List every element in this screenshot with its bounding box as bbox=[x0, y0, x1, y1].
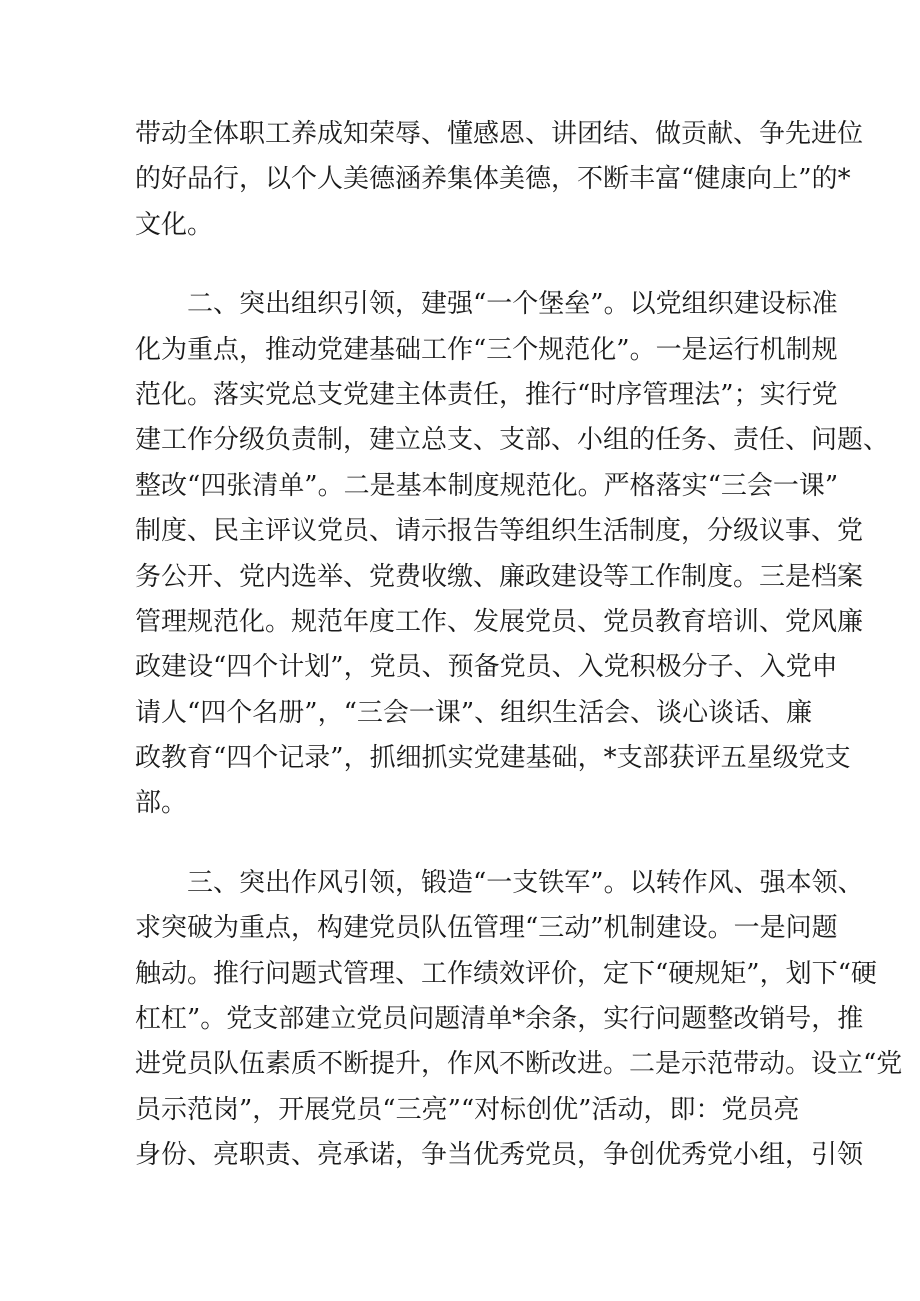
document-body bbox=[135, 112, 903, 1179]
text-line: 化为重点，推动党建基础工作“三个规范化”。一是运行机制规 bbox=[135, 334, 838, 365]
text-line: 带动全体职工养成知荣辱、懂感恩、讲团结、做贡献、争先进位 bbox=[135, 119, 864, 149]
text-line: 建工作分级负责制，建立总支、支部、小组的任务、责任、问题、 bbox=[135, 425, 890, 456]
paragraph-2 bbox=[135, 282, 890, 827]
text-line: 二、突出组织引领，建强“一个堡垒”。以党组织建设标准 bbox=[135, 289, 838, 320]
text-line: 整改“四张清单”。二是基本制度规范化。严格落实“三会一课” bbox=[135, 470, 839, 501]
text-line: 部。 bbox=[135, 788, 188, 819]
text-line: 文化。 bbox=[135, 209, 214, 240]
text-line: 杠杠”。党支部建立党员问题清单*余条，实行问题整改销号，推 bbox=[135, 1004, 864, 1035]
text-line: 身份、亮职责、亮承诺，争当优秀党员，争创优秀党小组，引领 bbox=[135, 1140, 864, 1171]
text-line: 管理规范化。规范年度工作、发展党员、党员教育培训、党风廉 bbox=[135, 606, 864, 637]
text-line: 进党员队伍素质不断提升，作风不断改进。二是示范带动。设立“党 bbox=[135, 1049, 903, 1080]
text-line: 务公开、党内选举、党费收缴、廉政建设等工作制度。三是档案 bbox=[135, 561, 864, 592]
paragraph-3 bbox=[135, 861, 903, 1179]
paragraph-1 bbox=[135, 112, 864, 248]
text-line: 请人“四个名册”，“三会一课”、组织生活会、谈心谈话、廉 bbox=[135, 697, 813, 728]
text-line: 员示范岗”，开展党员“三亮”“对标创优”活动，即：党员亮 bbox=[135, 1094, 800, 1125]
text-line: 政建设“四个计划”，党员、预备党员、入党积极分子、入党申 bbox=[135, 652, 838, 683]
text-line: 三、突出作风引领，锻造“一支铁军”。以转作风、强本领、 bbox=[135, 867, 864, 898]
text-line: 触动。推行问题式管理、工作绩效评价，定下“硬规矩”，划下“硬 bbox=[135, 958, 877, 989]
text-line: 范化。落实党总支党建主体责任，推行“时序管理法”；实行党 bbox=[135, 379, 838, 410]
text-line: 的好品行，以个人美德涵养集体美德，不断丰富“健康向上”的* bbox=[135, 164, 851, 195]
text-line: 制度、民主评议党员、请示报告等组织生活制度，分级议事、党 bbox=[135, 516, 864, 547]
paragraph-spacer bbox=[135, 827, 795, 861]
text-line: 求突破为重点，构建党员队伍管理“三动”机制建设。一是问题 bbox=[135, 913, 838, 944]
text-line: 政教育“四个记录”，抓细抓实党建基础，*支部获评五星级党支 bbox=[135, 743, 851, 774]
paragraph-spacer bbox=[135, 248, 795, 282]
